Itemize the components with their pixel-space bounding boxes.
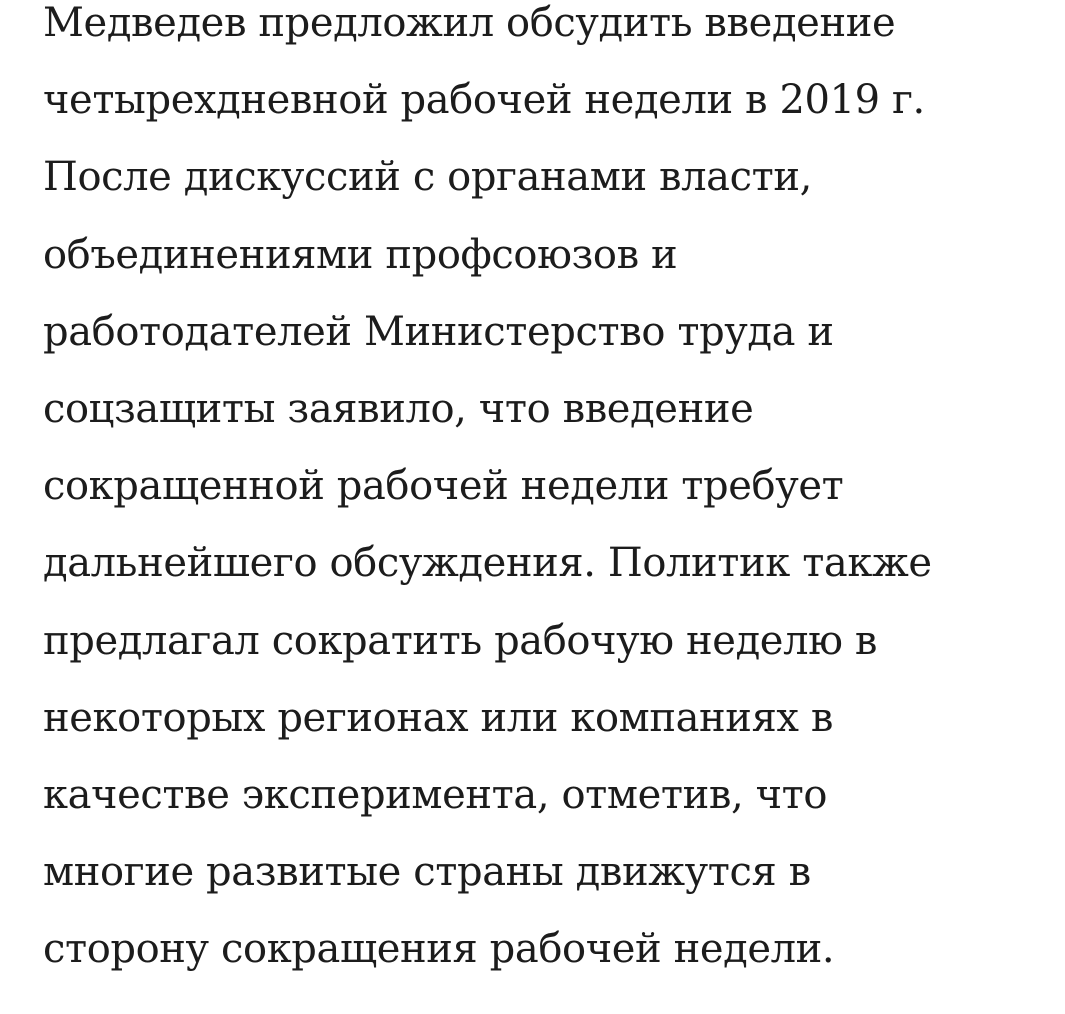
paragraph-line: многие развитые страны движутся в bbox=[43, 849, 811, 896]
paragraph-line: сторону сокращения рабочей недели. bbox=[43, 926, 835, 973]
paragraph-line: соцзащиты заявило, что введение bbox=[43, 386, 754, 433]
paragraph-line: четырехдневной рабочей недели в 2019 г. bbox=[43, 77, 925, 124]
paragraph-line: некоторых регионах или компаниях в bbox=[43, 694, 833, 741]
paragraph-line: сокращенной рабочей недели требует bbox=[43, 463, 844, 510]
paragraph-line: качестве эксперимента, отметив, что bbox=[43, 772, 828, 819]
paragraph-line: дальнейшего обсуждения. Политик также bbox=[43, 540, 932, 587]
paragraph-line: объединениями профсоюзов и bbox=[43, 231, 678, 278]
article-paragraph bbox=[43, 0, 1053, 989]
paragraph-line: предлагал сократить рабочую неделю в bbox=[43, 617, 877, 664]
paragraph-line: После дискуссий с органами власти, bbox=[43, 154, 812, 201]
paragraph-line: Медведев предложил обсудить введение bbox=[43, 0, 896, 46]
paragraph-line: работодателей Министерство труда и bbox=[43, 308, 834, 355]
